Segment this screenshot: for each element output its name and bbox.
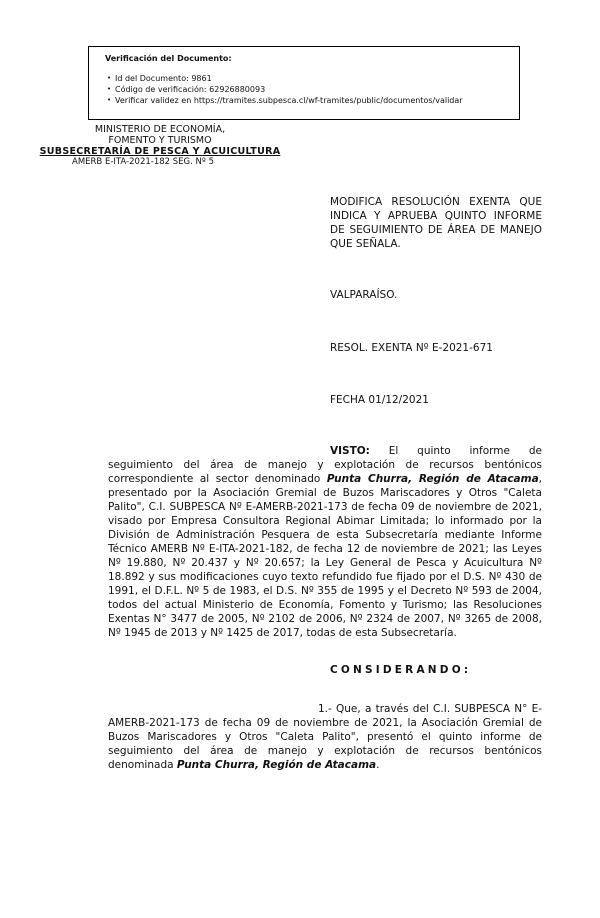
verification-item-id: • Id del Documento: 9861 bbox=[107, 74, 212, 83]
verification-box bbox=[88, 46, 520, 120]
verification-title: Verificación del Documento: bbox=[105, 54, 232, 63]
considerando-heading: CONSIDERANDO: bbox=[330, 664, 472, 676]
ministry-line2: FOMENTO Y TURISMO bbox=[108, 135, 212, 146]
visto-paragraph: VISTO: El quinto informe de seguimiento del área de manejo y explotación de recursos bentónicos correspondiente al sector denominado Punta Churra, Región de Atacama, presentado por la Asociación Gremial de Buzos Mariscadores y Otros "Caleta Palito", C.I. SUBPESCA Nº E-AMERB-2021-173 de fecha 09 de noviembre de 2021, visado por Empresa Consultora Regional Abimar Limitada; lo informado por la División de Administración Pesquera de esta Subsecretaría mediante Informe Técnico AMERB Nº E-ITA-2021-182, de fecha 12 de noviembre de 2021; las Leyes Nº 19.880, Nº 20.437 y Nº 20.657; la Ley General de Pesca y Acuicultura Nº 18.892 y sus modificaciones cuyo texto refundido fue fijado por el D.S. Nº 430 de 1991, el D.F.L. Nº 5 de 1983, el D.S. Nº 355 de 1995 y el Decreto Nº 593 de 2004, todos del actual Ministerio de Economía, Fomento y Turismo; las Resoluciones Exentas N° 3477 de 2005, Nº 2102 de 2006, Nº 2324 de 2007, Nº 3265 de 2008, Nº 1945 de 2013 y Nº 1425 de 2017, todas de esta Subsecretaría. bbox=[108, 445, 543, 639]
subsecretaria-name: SUBSECRETARÍA DE PESCA Y ACUICULTURA bbox=[39, 146, 281, 157]
considerando-item-1: 1.- Que, a través del C.I. SUBPESCA N° E-AMERB-2021-173 de fecha 09 de noviembre de 2021, la Asociación Gremial de Buzos Mariscadores y Otros "Caleta Palito", presentó el quinto informe de seguimiento del área de manejo y explotación de recursos bentónicos denominada Punta Churra, Región de Atacama. bbox=[108, 703, 542, 771]
bullet-icon: • bbox=[107, 74, 112, 82]
reference-code: AMERB E-ITA-2021-182 SEG. Nº 5 bbox=[72, 157, 214, 167]
verification-item-code: • Código de verificación: 62926880093 bbox=[107, 85, 266, 94]
resolution-number: RESOL. EXENTA Nº E-2021-671 bbox=[330, 342, 493, 354]
bullet-icon: • bbox=[107, 96, 112, 104]
verification-item-url[interactable]: • Verificar validez en https://tramites.subpesca.cl/wf-tramites/public/documentos/validar bbox=[107, 96, 463, 105]
resolution-date: FECHA 01/12/2021 bbox=[330, 394, 429, 406]
issuer-header bbox=[30, 124, 290, 168]
resolution-subject: MODIFICA RESOLUCIÓN EXENTA QUE INDICA Y APRUEBA QUINTO INFORME DE SEGUIMIENTO DE ÁREA DE MANEJO QUE SEÑALA. bbox=[330, 196, 542, 250]
visto-label: VISTO: bbox=[330, 445, 370, 457]
city: VALPARAÍSO. bbox=[330, 289, 398, 301]
place-name: Punta Churra, Región de Atacama bbox=[176, 759, 377, 771]
ministry-line1: MINISTERIO DE ECONOMÍA, bbox=[94, 124, 226, 135]
bullet-icon: • bbox=[107, 85, 112, 93]
verification-list bbox=[99, 73, 509, 106]
place-name: Punta Churra, Región de Atacama bbox=[326, 473, 539, 485]
